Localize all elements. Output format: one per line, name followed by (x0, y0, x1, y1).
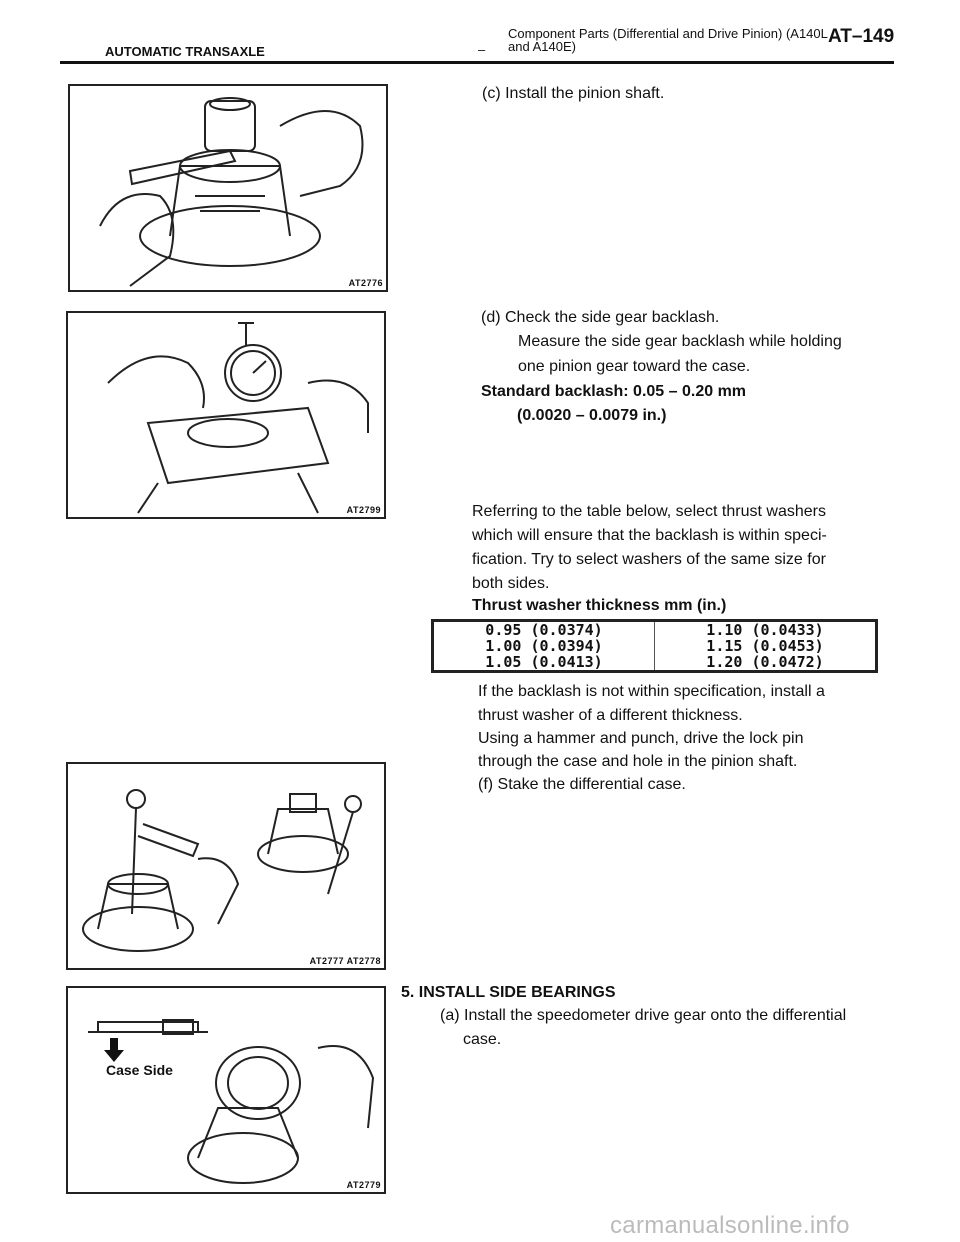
step-5a-line1: (a) Install the speedometer drive gear onto the differential (440, 1007, 847, 1024)
if-line2: thrust washer of a different thickness. (478, 707, 743, 724)
figure-lock-pin (66, 762, 386, 970)
ref-line1: Referring to the table below, select thrust washers (472, 503, 826, 520)
header-rule (60, 61, 894, 64)
standard-backlash-inch: (0.0020 – 0.0079 in.) (517, 407, 667, 424)
figure-code: AT2799 (346, 505, 381, 515)
table-cell: 1.05 (0.0413) (485, 653, 603, 671)
table-cell: 1.20 (0.0472) (706, 653, 824, 671)
step-c: (c) Install the pinion shaft. (482, 85, 665, 102)
table-cell: 1.10 (0.0433) (706, 621, 824, 639)
hammer-punch-lock-pin-illustration-icon (68, 764, 384, 968)
header-dash: – (478, 42, 486, 57)
dial-indicator-backlash-illustration-icon (68, 313, 384, 517)
figure-backlash-check (66, 311, 386, 519)
figure-pinion-shaft (68, 84, 388, 292)
watermark: carmanualsonline.info (610, 1212, 850, 1239)
pinion-shaft-install-illustration-icon (70, 86, 386, 290)
table-cell: 1.00 (0.0394) (485, 637, 603, 655)
case-side-label: Case Side (106, 1062, 173, 1078)
figure-code: AT2776 (348, 278, 383, 288)
step-d-line1: Measure the side gear backlash while holding (518, 333, 842, 350)
ref-line2: which will ensure that the backlash is within speci- (472, 527, 827, 544)
speedometer-gear-install-illustration-icon (68, 988, 384, 1192)
figure-speedometer-gear (66, 986, 386, 1194)
page-header-title: Component Parts (Differential and Drive Pinion) (A140L and A140E) (508, 26, 828, 54)
section-title: AUTOMATIC TRANSAXLE (105, 44, 265, 59)
table-cell: 0.95 (0.0374) (485, 621, 603, 639)
step-d-title: (d) Check the side gear backlash. (481, 309, 720, 326)
table-cell: 1.15 (0.0453) (706, 637, 824, 655)
if-line1: If the backlash is not within specification, install a (478, 683, 825, 700)
thickness-title: Thrust washer thickness mm (in.) (472, 597, 727, 614)
step-5a-line2: case. (463, 1031, 502, 1048)
page-number: AT–149 (828, 26, 895, 47)
standard-backlash: Standard backlash: 0.05 – 0.20 mm (481, 383, 747, 400)
washer-thickness-table (431, 619, 878, 673)
figure-code: AT2777 AT2778 (309, 956, 381, 966)
figure-code: AT2779 (346, 1180, 381, 1190)
table-column-left (434, 622, 654, 670)
hammer-line2: through the case and hole in the pinion shaft. (478, 753, 798, 770)
step-d-line2: one pinion gear toward the case. (518, 358, 751, 375)
step-5-heading: 5. INSTALL SIDE BEARINGS (401, 984, 616, 1001)
step-f: (f) Stake the differential case. (478, 776, 686, 793)
ref-line4: both sides. (472, 575, 550, 592)
ref-line3: fication. Try to select washers of the same size for (472, 551, 826, 568)
hammer-line1: Using a hammer and punch, drive the lock pin (478, 730, 804, 747)
table-column-right (654, 622, 875, 670)
